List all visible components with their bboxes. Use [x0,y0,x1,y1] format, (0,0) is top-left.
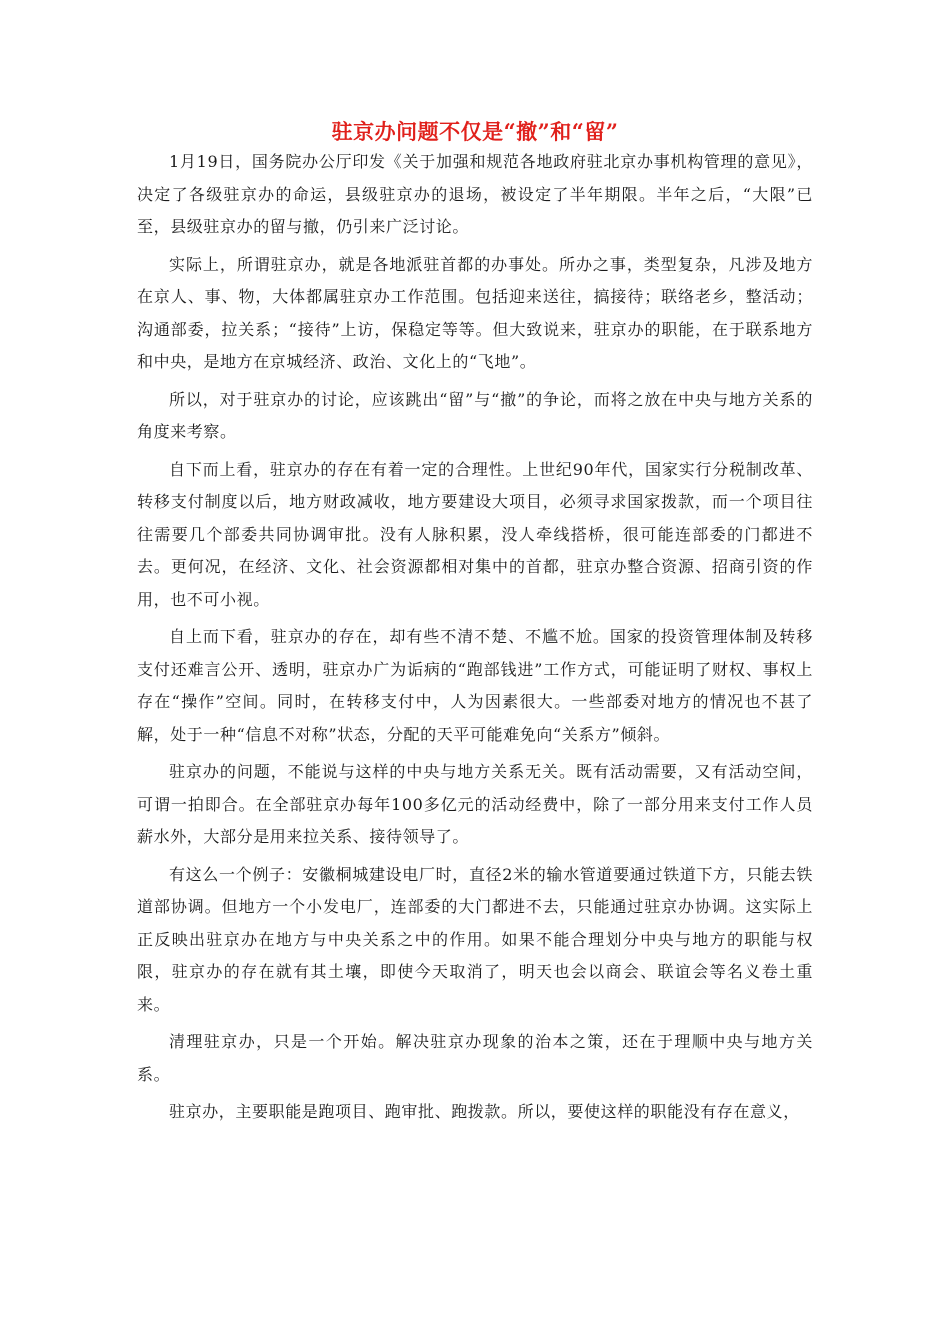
paragraph-3: 所以，对于驻京办的讨论，应该跳出“留”与“撤”的争论，而将之放在中央与地方关系的角度来考察。 [137,389,813,441]
paragraph-2: 实际上，所谓驻京办，就是各地派驻首都的办事处。所办之事，类型复杂，凡涉及地方在京人、事、物，大体都属驻京办工作范围。包括迎来送往，搞接待；联络老乡，整活动；沟通部委，拉关系；“接待”上访，保稳定等等。但大致说来，驻京办的职能，在于联系地方和中央，是地方在京城经济、政治、文化上的“飞地”。 [137,254,813,371]
paragraph-4: 自下而上看，驻京办的存在有着一定的合理性。上世纪90年代，国家实行分税制改革、转移支付制度以后，地方财政减收，地方要建设大项目，必须寻求国家拨款，而一个项目往往需要几个部委共同协调审批。没有人脉积累，没人牵线搭桥，很可能连部委的门都进不去。更何况，在经济、文化、社会资源都相对集中的首都，驻京办整合资源、招商引资的作用，也不可小视。 [137,459,813,609]
paragraph-7: 有这么一个例子：安徽桐城建设电厂时，直径2米的输水管道要通过铁道下方，只能去铁道部协调。但地方一个小发电厂，连部委的大门都进不去，只能通过驻京办协调。这实际上正反映出驻京办在地方与中央关系之中的作用。如果不能合理划分中央与地方的职能与权限，驻京办的存在就有其土壤，即使今天取消了，明天也会以商会、联谊会等名义卷土重来。 [137,864,813,1014]
document-page [137,112,813,1134]
paragraph-1: 1月19日，国务院办公厅印发《关于加强和规范各地政府驻北京办事机构管理的意见》，决定了各级驻京办的命运，县级驻京办的退场，被设定了半年期限。半年之后，“大限”已至，县级驻京办的留与撤，仍引来广泛讨论。 [137,152,813,236]
paragraph-5: 自上而下看，驻京办的存在，却有些不清不楚、不尴不尬。国家的投资管理体制及转移支付还难言公开、透明，驻京办广为诟病的“跑部钱进”工作方式，可能证明了财权、事权上存在“操作”空间。同时，在转移支付中，人为因素很大。一些部委对地方的情况也不甚了解，处于一种“信息不对称”状态，分配的天平可能难免向“关系方”倾斜。 [137,627,813,744]
paragraph-9: 驻京办，主要职能是跑项目、跑审批、跑拨款。所以，要使这样的职能没有存在意义， [169,1102,800,1121]
article-title: 驻京办问题不仅是“撤”和“留” [331,119,619,144]
paragraph-6: 驻京办的问题，不能说与这样的中央与地方关系无关。既有活动需要，又有活动空间，可谓一拍即合。在全部驻京办每年100多亿元的活动经费中，除了一部分用来支付工作人员薪水外，大部分是用来拉关系、接待领导了。 [137,762,813,846]
paragraph-8: 清理驻京办，只是一个开始。解决驻京办现象的治本之策，还在于理顺中央与地方关系。 [137,1032,813,1084]
